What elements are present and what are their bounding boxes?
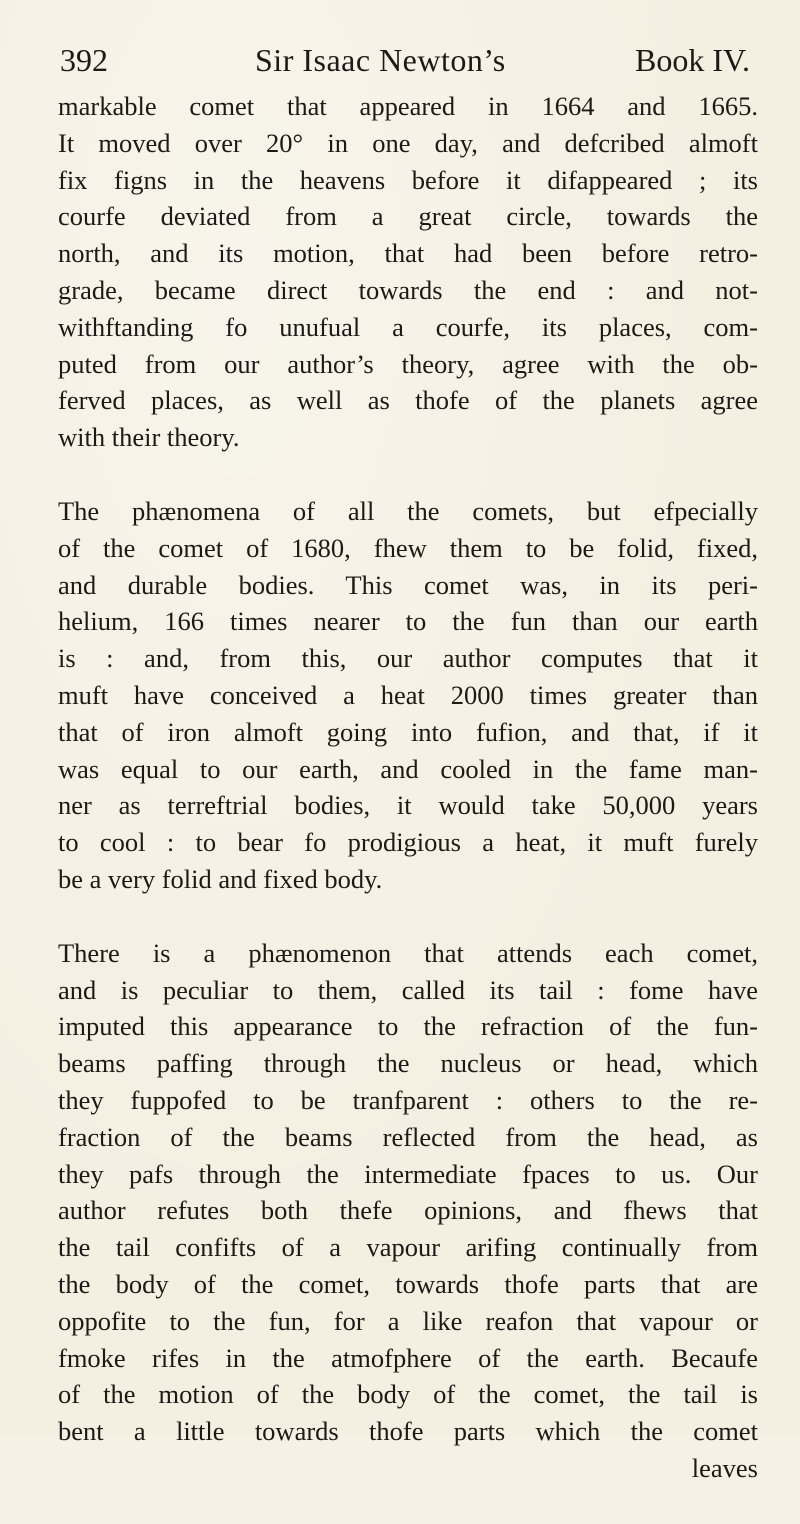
text-line: of the motion of the body of the comet, the tail is (58, 1379, 758, 1410)
text-line: bent a little towards thofe parts which the comet (58, 1416, 758, 1447)
text-line: ner as terreftrial bodies, it would take 50,000 years (58, 790, 758, 821)
text-line: and is peculiar to them, called its tail : fome have (58, 974, 758, 1005)
text-line: It moved over 20° in one day, and defcribed almoft (58, 127, 758, 158)
text-line: north, and its motion, that had been before retro- (58, 238, 758, 269)
body-text (58, 88, 758, 1524)
text-line: beams paffing through the nucleus or head, which (58, 1048, 758, 1079)
text-line: they fuppofed to be tranfparent : others to the re- (58, 1084, 758, 1115)
text-line: imputed this appearance to the refraction of the fun- (58, 1011, 758, 1042)
running-head (60, 36, 750, 84)
running-title: Sir Isaac Newton’s (255, 42, 506, 78)
text-line: was equal to our earth, and cooled in the fame man- (58, 753, 758, 784)
text-line: ferved places, as well as thofe of the planets agree (58, 385, 758, 416)
page-number: 392 (60, 42, 108, 78)
text-line: markable comet that appeared in 1664 and 1665. (58, 91, 758, 121)
paragraph-comet-tail (58, 935, 758, 1487)
text-line: author refutes both thefe opinions, and fhews that (58, 1195, 758, 1226)
text-line: fraction of the beams reflected from the head, as (58, 1121, 758, 1152)
text-line: fmoke rifes in the atmofphere of the earth. Becaufe (58, 1342, 758, 1373)
text-line: be a very folid and fixed body. (58, 863, 383, 894)
text-line: courfe deviated from a great circle, towards the (58, 201, 758, 232)
text-line: oppofite to the fun, for a like reafon that vapour or (58, 1305, 758, 1336)
paragraph-comet-1680 (58, 493, 758, 898)
text-line: The phænomena of all the comets, but efpecially (58, 495, 758, 526)
text-line: the body of the comet, towards thofe parts that are (58, 1268, 758, 1299)
text-line: fix figns in the heavens before it difappeared ; its (58, 164, 758, 195)
text-line: to cool : to bear fo prodigious a heat, it muft furely (58, 827, 758, 858)
text-line: the tail confifts of a vapour arifing continually from (58, 1232, 758, 1263)
text-line: withftanding fo unufual a courfe, its places, com- (58, 311, 758, 342)
book-label: Book IV. (635, 42, 750, 78)
paragraph-comet-1664 (58, 88, 758, 456)
text-line: and durable bodies. This comet was, in its peri- (58, 569, 758, 600)
text-line: There is a phænomenon that attends each comet, (58, 937, 758, 968)
catchword: leaves (691, 1452, 758, 1483)
text-line: they pafs through the intermediate fpaces to us. Our (58, 1158, 758, 1189)
text-line: that of iron almoft going into fufion, and that, if it (58, 716, 758, 747)
text-line: puted from our author’s theory, agree with the ob- (58, 348, 758, 379)
text-line: with their theory. (58, 422, 240, 453)
text-line: is : and, from this, our author computes that it (58, 643, 758, 674)
text-line: of the comet of 1680, fhew them to be folid, fixed, (58, 532, 758, 563)
text-line: grade, became direct towards the end : and not- (58, 274, 758, 305)
text-line: muft have conceived a heat 2000 times greater than (58, 679, 758, 710)
text-line: helium, 166 times nearer to the fun than our earth (58, 606, 758, 637)
